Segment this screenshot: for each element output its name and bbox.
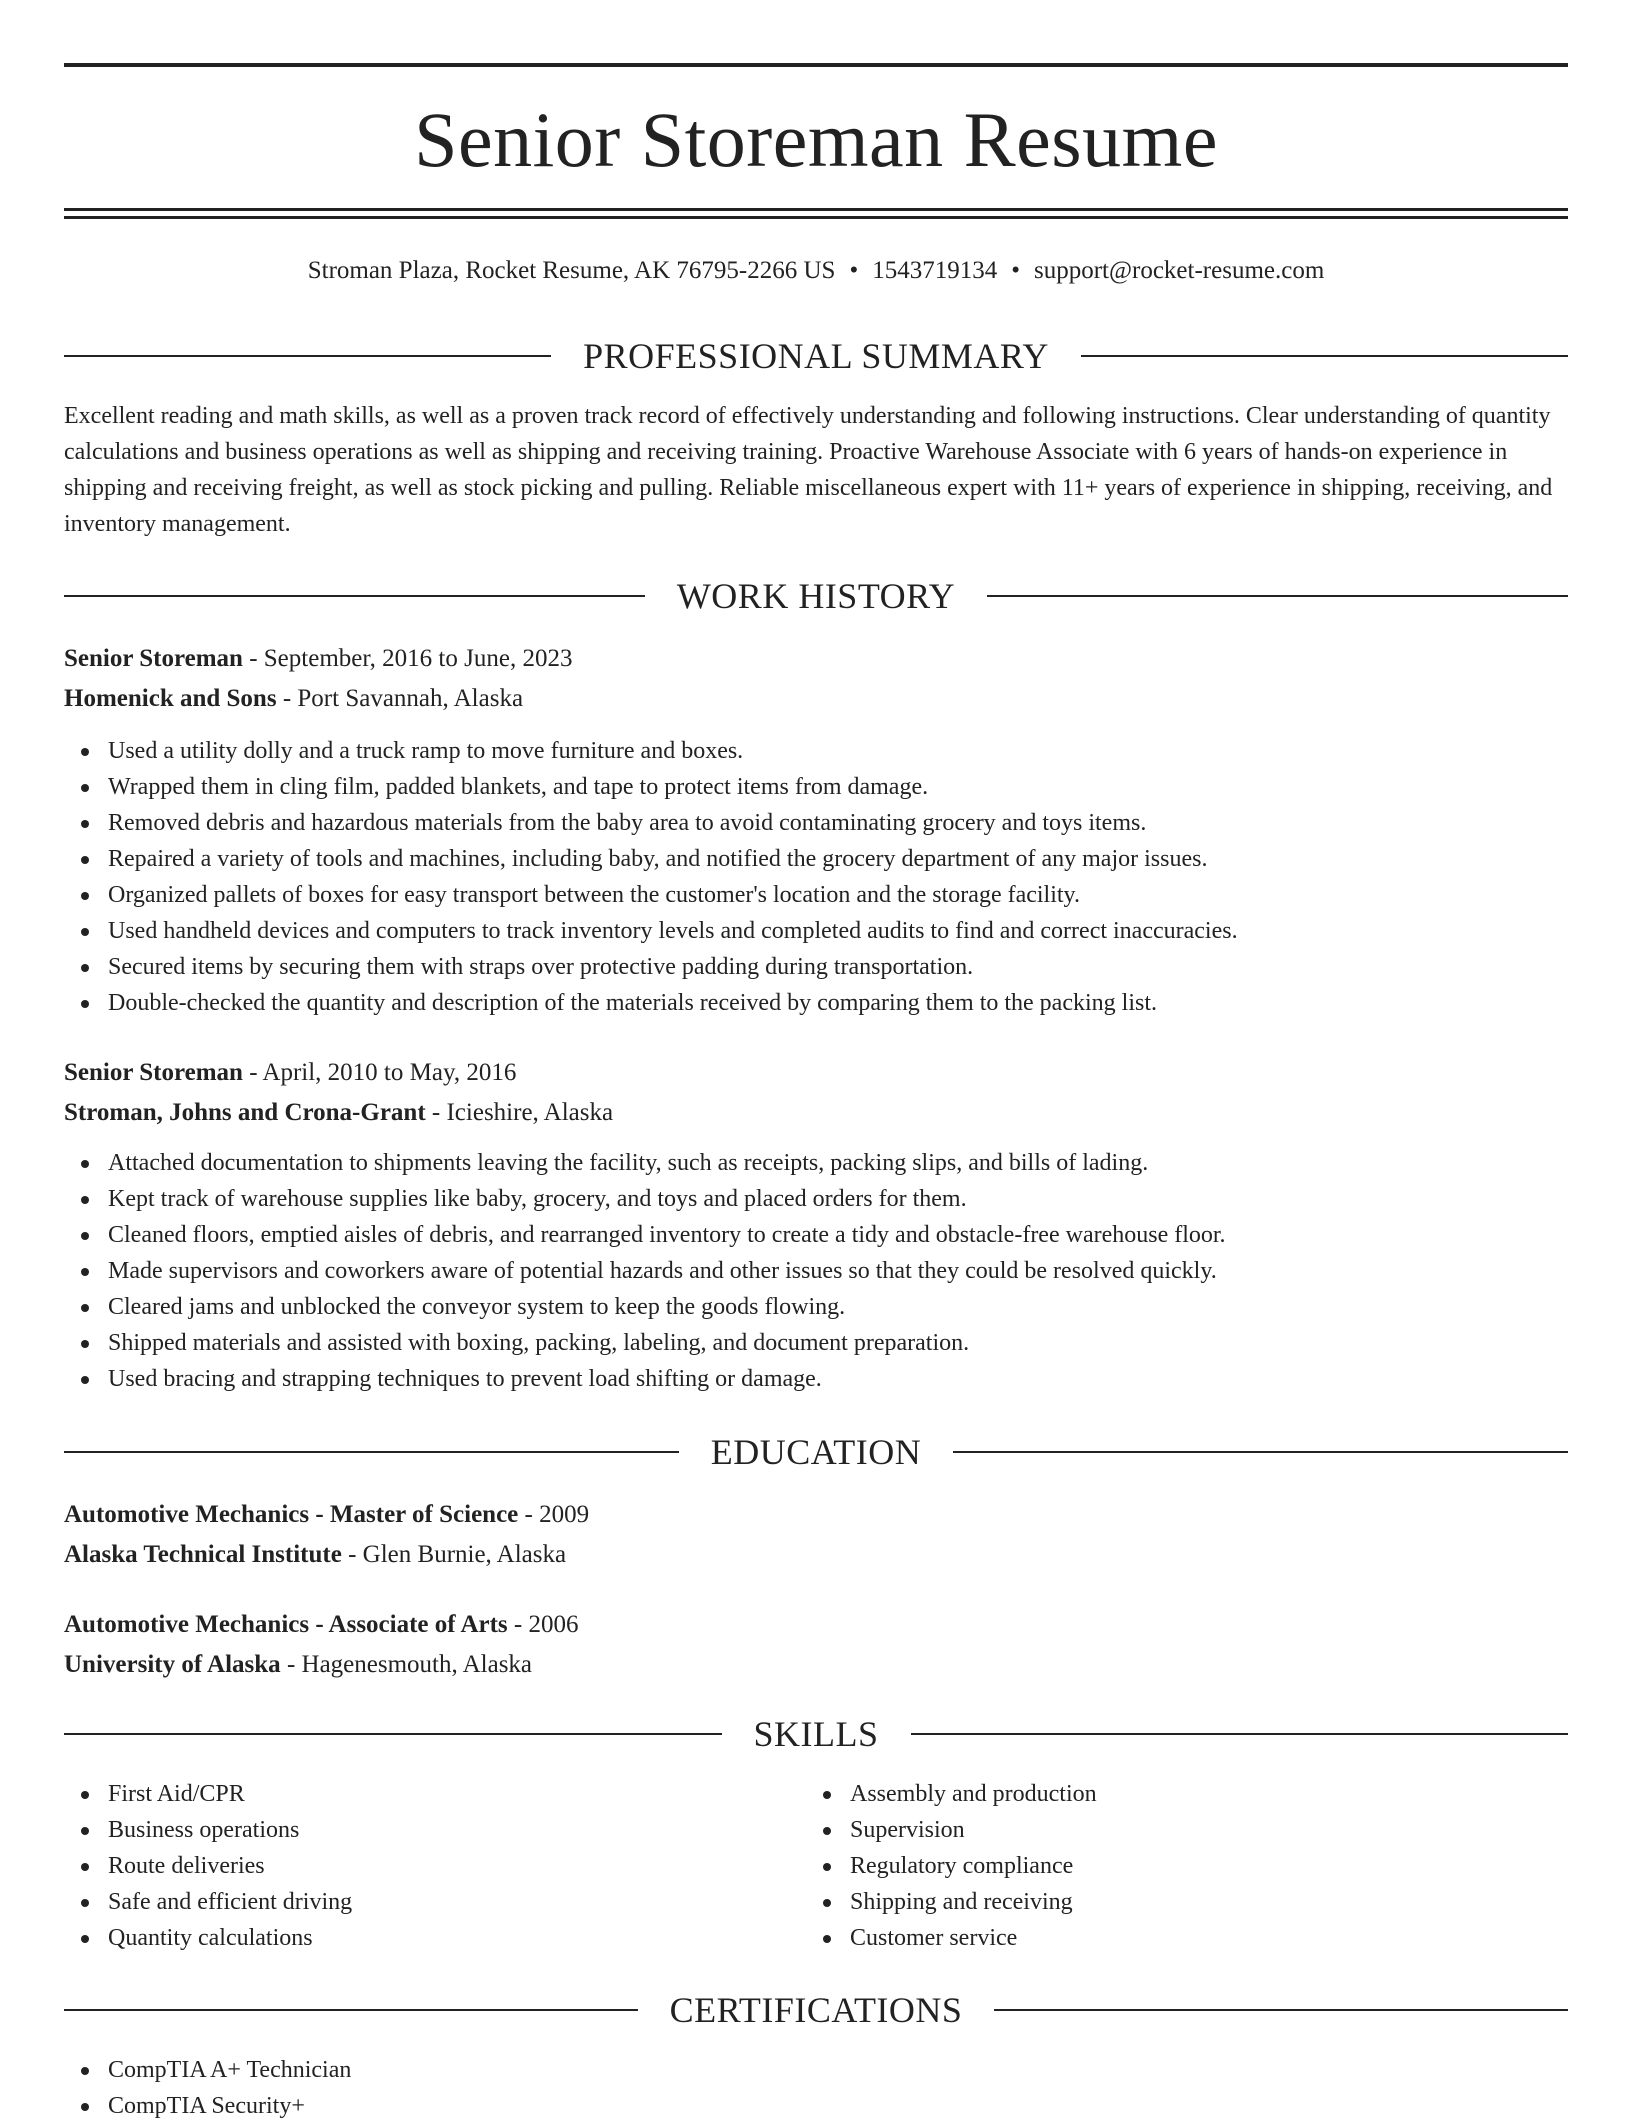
job-duties [64,1145,1568,1397]
skills-list-right [806,1776,1548,1956]
job-company-line [64,679,1568,719]
list-item: Cleaned floors, emptied aisles of debris, and rearranged inventory to create a tidy and obstacle-free warehouse floor. [64,1217,1568,1253]
section-heading-summary [64,334,1568,378]
school: University of Alaska [64,1651,281,1678]
skills-columns [64,1776,1568,1956]
job-dates: - April, 2010 to May, 2016 [242,1059,517,1086]
job-title-line [64,1053,1568,1093]
job-title-line [64,639,1568,679]
job-duties [64,733,1568,1021]
summary-text: Excellent reading and math skills, as well as a proven track record of effectively understanding and following instructions. Clear understanding of quantity calculations and business operations as well as shipping and receiving training. Proactive Warehouse Associate with 6 years of hands-on experience in shipping and receiving freight, as well as stock picking and pulling. Reliable miscellaneous expert with 11+ years of experience in shipping, receiving, and inventory management. [64,403,1553,537]
job-company: Homenick and Sons [64,685,277,712]
list-item: Regulatory compliance [806,1848,1548,1884]
list-item: Safe and efficient driving [64,1884,806,1920]
list-item: Wrapped them in cling film, padded blankets, and tape to protect items from damage. [64,769,1568,805]
section-heading-education [64,1430,1568,1474]
top-rule [64,63,1568,67]
section-title: SKILLS [753,1714,879,1754]
heading-rule [987,595,1568,597]
list-item: Used bracing and strapping techniques to prevent load shifting or damage. [64,1361,1568,1397]
heading-rule [64,1733,722,1735]
section-title: WORK HISTORY [676,576,956,616]
education-entry [64,1605,1568,1685]
job-entry [64,639,1568,1021]
list-item: Route deliveries [64,1848,806,1884]
job-title: Senior Storeman [64,645,243,672]
list-item: Shipped materials and assisted with boxing, packing, labeling, and document preparation. [64,1325,1568,1361]
contact-email: support@rocket-resume.com [1033,257,1325,284]
heading-rule [64,2009,638,2011]
section-title: PROFESSIONAL SUMMARY [583,336,1049,376]
list-item: Used a utility dolly and a truck ramp to move furniture and boxes. [64,733,1568,769]
school-location: - Glen Burnie, Alaska [341,1541,567,1568]
job-entry [64,1053,1568,1397]
certifications-list [64,2052,1568,2124]
list-item: Organized pallets of boxes for easy transport between the customer's location and the storage facility. [64,877,1568,913]
list-item: First Aid/CPR [64,1776,806,1812]
job-company-line [64,1093,1568,1133]
heading-rule [64,1451,679,1453]
list-item: Kept track of warehouse supplies like baby, grocery, and toys and placed orders for them. [64,1181,1568,1217]
list-item: Double-checked the quantity and description of the materials received by comparing them to the packing list. [64,985,1568,1021]
degree: Automotive Mechanics - Associate of Arts [64,1611,508,1638]
list-item: Cleared jams and unblocked the conveyor system to keep the goods flowing. [64,1289,1568,1325]
section-heading-work-history [64,574,1568,618]
heading-rule [953,1451,1568,1453]
heading-rule [1081,355,1568,357]
list-item: Supervision [806,1812,1548,1848]
page-title: Senior Storeman Resume [414,96,1218,183]
list-item: Quantity calculations [64,1920,806,1956]
heading-rule [64,595,645,597]
job-company: Stroman, Johns and Crona-Grant [64,1099,426,1126]
list-item: CompTIA A+ Technician [64,2052,1568,2088]
section-title: EDUCATION [710,1432,922,1472]
section-title: CERTIFICATIONS [669,1990,963,2030]
degree-year: - 2006 [507,1611,579,1638]
job-location: - Port Savannah, Alaska [276,685,524,712]
list-item: Removed debris and hazardous materials from the baby area to avoid contaminating grocery and toys items. [64,805,1568,841]
list-item: Used handheld devices and computers to track inventory levels and completed audits to find and correct inaccuracies. [64,913,1568,949]
job-location: - Icieshire, Alaska [425,1099,614,1126]
contact-separator: • [849,257,859,284]
list-item: Customer service [806,1920,1548,1956]
school-line [64,1645,1568,1685]
school: Alaska Technical Institute [64,1541,342,1568]
degree-line [64,1605,1568,1645]
list-item: Attached documentation to shipments leaving the facility, such as receipts, packing slips, and bills of lading. [64,1145,1568,1181]
heading-rule [994,2009,1568,2011]
title-rule-upper [64,208,1568,211]
list-item: Repaired a variety of tools and machines, including baby, and notified the grocery department of any major issues. [64,841,1568,877]
list-item: Business operations [64,1812,806,1848]
heading-rule [911,1733,1569,1735]
section-heading-skills [64,1712,1568,1756]
list-item: Shipping and receiving [806,1884,1548,1920]
list-item: Secured items by securing them with straps over protective padding during transportation. [64,949,1568,985]
contact-line [64,254,1568,288]
list-item: Assembly and production [806,1776,1548,1812]
skills-list-left [64,1776,806,1956]
degree-year: - 2009 [518,1501,590,1528]
certifications-block [64,2052,1568,2124]
education-entry [64,1495,1568,1575]
title-rule-lower [64,216,1568,219]
contact-separator: • [1011,257,1020,284]
school-location: - Hagenesmouth, Alaska [280,1651,533,1678]
job-dates: - September, 2016 to June, 2023 [242,645,573,672]
school-line [64,1535,1568,1575]
job-title: Senior Storeman [64,1059,243,1086]
degree-line [64,1495,1568,1535]
degree: Automotive Mechanics - Master of Science [64,1501,519,1528]
section-heading-certifications [64,1988,1568,2032]
list-item: Made supervisors and coworkers aware of potential hazards and other issues so that they could be resolved quickly. [64,1253,1568,1289]
contact-address: Stroman Plaza, Rocket Resume, AK 76795-2266 US [307,257,836,284]
list-item: CompTIA Security+ [64,2088,1568,2124]
heading-rule [64,355,551,357]
contact-phone: 1543719134 [872,257,998,284]
